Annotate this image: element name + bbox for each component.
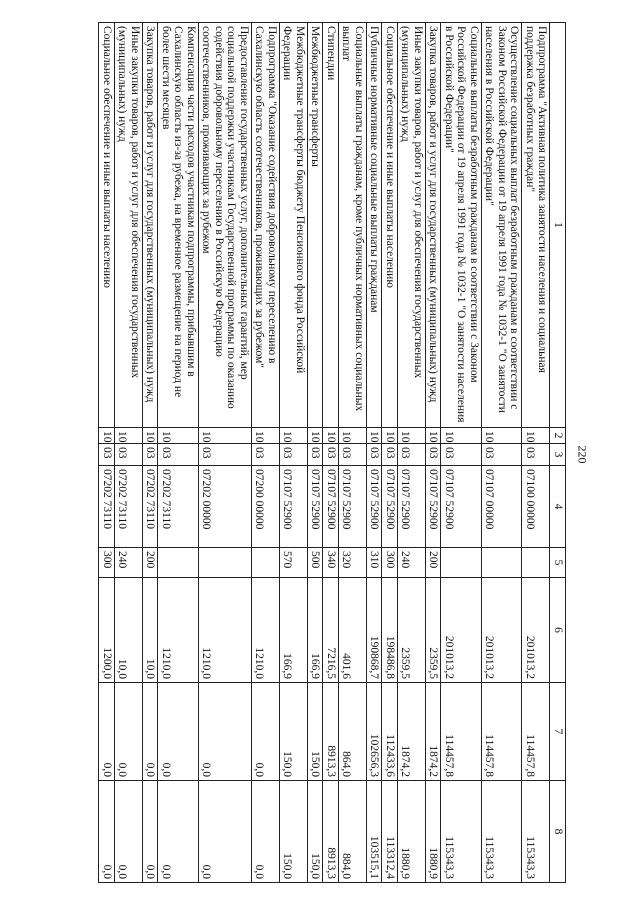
subsection-cell: 03	[99, 444, 115, 466]
subsection-cell: 03	[323, 444, 339, 466]
section-cell: 10	[398, 428, 426, 444]
expense-type-cell	[522, 548, 550, 578]
amount-cell: 884,0	[339, 781, 367, 883]
row-name-cell: Подпрограмма "Активная политика занятости населения и социальная поддержка безработных граждан"	[522, 23, 550, 428]
section-cell: 10	[482, 428, 523, 444]
row-name-cell: Предоставление государственных услуг, дополнительных гарантий, мер социальной поддержки участникам Государственной программы по оказанию содействия добровольному переселению в Российскую Федерацию соотечественников, проживающих за рубежом	[199, 23, 252, 428]
table-row	[522, 23, 550, 883]
table-row	[323, 23, 339, 883]
amount-cell: 114457,8	[441, 683, 482, 781]
section-cell: 10	[158, 428, 199, 444]
target-article-cell: 07107 52900	[398, 466, 426, 548]
expense-type-cell: 340	[323, 548, 339, 578]
expense-type-cell: 320	[339, 548, 367, 578]
budget-table	[99, 22, 567, 883]
row-name-cell: Закупка товаров, работ и услуг для государственных (муниципальных) нужд	[426, 23, 442, 428]
section-cell: 10	[426, 428, 442, 444]
expense-type-cell	[441, 548, 482, 578]
section-cell: 10	[199, 428, 252, 444]
amount-cell: 0,0	[115, 683, 143, 781]
table-row	[441, 23, 482, 883]
expense-type-cell	[158, 548, 199, 578]
header-cell: 7	[550, 683, 566, 781]
row-name-cell: Стипендии	[323, 23, 339, 428]
header-cell: 3	[550, 444, 566, 466]
row-name-cell: Подпрограмма "Оказание содействия добровольному переселению в Сахалинскую область соотечественников, проживающих за рубежом"	[252, 23, 280, 428]
amount-cell: 115343,3	[522, 781, 550, 883]
target-article-cell: 07202 73110	[115, 466, 143, 548]
section-cell: 10	[252, 428, 280, 444]
expense-type-cell: 200	[143, 548, 159, 578]
amount-cell: 201013,2	[522, 578, 550, 683]
amount-cell: 150,0	[308, 683, 324, 781]
amount-cell: 166,9	[280, 578, 308, 683]
target-article-cell: 07107 52900	[339, 466, 367, 548]
subsection-cell: 03	[252, 444, 280, 466]
amount-cell: 1874,2	[426, 683, 442, 781]
section-cell: 10	[308, 428, 324, 444]
amount-cell: 150,0	[308, 781, 324, 883]
amount-cell: 0,0	[199, 683, 252, 781]
amount-cell: 1210,0	[252, 578, 280, 683]
amount-cell: 1880,9	[426, 781, 442, 883]
expense-type-cell: 240	[115, 548, 143, 578]
row-name-cell: Межбюджетные трансферты	[308, 23, 324, 428]
subsection-cell: 03	[339, 444, 367, 466]
amount-cell: 114457,8	[482, 683, 523, 781]
target-article-cell: 07100 00000	[522, 466, 550, 548]
row-name-cell: Осуществление социальных выплат безработным гражданам в соответствии с Законом Российской Федерации от 19 апреля 1991 года № 1032-1 "О занятости населения в Российской Федерации"	[482, 23, 523, 428]
subsection-cell: 03	[482, 444, 523, 466]
table-row	[398, 23, 426, 883]
table-row	[199, 23, 252, 883]
table-body	[99, 23, 550, 883]
row-name-cell: Закупка товаров, работ и услуг для государственных (муниципальных) нужд	[143, 23, 159, 428]
row-name-cell: Социальное обеспечение и иные выплаты населению	[99, 23, 115, 428]
amount-cell: 0,0	[115, 781, 143, 883]
amount-cell: 166,9	[308, 578, 324, 683]
table-row	[339, 23, 367, 883]
subsection-cell: 03	[308, 444, 324, 466]
target-article-cell: 07107 00000	[482, 466, 523, 548]
table-row	[308, 23, 324, 883]
subsection-cell: 03	[426, 444, 442, 466]
rotated-page	[12, 22, 566, 882]
table-row	[158, 23, 199, 883]
amount-cell: 115343,3	[441, 781, 482, 883]
expense-type-cell: 570	[280, 548, 308, 578]
subsection-cell: 03	[115, 444, 143, 466]
section-cell: 10	[99, 428, 115, 444]
header-row	[550, 23, 566, 883]
expense-type-cell	[252, 548, 280, 578]
subsection-cell: 03	[280, 444, 308, 466]
row-name-cell: Социальное обеспечение и иные выплаты населению	[382, 23, 398, 428]
row-name-cell: Социальные выплаты безработным гражданам в соответствии с Законом Российской Федерации от 19 апреля 1991 года № 1032-1 "О занятости населения в Российской Федерации"	[441, 23, 482, 428]
amount-cell: 1200,0	[99, 578, 115, 683]
row-name-cell: Социальные выплаты гражданам, кроме публичных нормативных социальных выплат	[339, 23, 367, 428]
header-cell: 1	[550, 23, 566, 428]
target-article-cell: 07107 52900	[426, 466, 442, 548]
amount-cell: 114457,8	[522, 683, 550, 781]
expense-type-cell: 310	[367, 548, 383, 578]
section-cell: 10	[115, 428, 143, 444]
header-cell: 5	[550, 548, 566, 578]
amount-cell: 198486,8	[382, 578, 398, 683]
amount-cell: 0,0	[143, 781, 159, 883]
expense-type-cell	[199, 548, 252, 578]
section-cell: 10	[323, 428, 339, 444]
expense-type-cell: 300	[99, 548, 115, 578]
table-row	[382, 23, 398, 883]
header-cell: 8	[550, 781, 566, 883]
expense-type-cell: 500	[308, 548, 324, 578]
subsection-cell: 03	[382, 444, 398, 466]
amount-cell: 150,0	[280, 683, 308, 781]
section-cell: 10	[367, 428, 383, 444]
amount-cell: 1210,0	[158, 578, 199, 683]
target-article-cell: 07200 00000	[252, 466, 280, 548]
subsection-cell: 03	[441, 444, 482, 466]
amount-cell: 10,0	[115, 578, 143, 683]
amount-cell: 8913,3	[323, 781, 339, 883]
section-cell: 10	[280, 428, 308, 444]
table-row	[143, 23, 159, 883]
table-row	[252, 23, 280, 883]
table-row	[482, 23, 523, 883]
expense-type-cell: 300	[382, 548, 398, 578]
target-article-cell: 07202 73110	[143, 466, 159, 548]
amount-cell: 0,0	[158, 781, 199, 883]
table-row	[367, 23, 383, 883]
amount-cell: 102656,3	[367, 683, 383, 781]
target-article-cell: 07107 52900	[280, 466, 308, 548]
expense-type-cell	[482, 548, 523, 578]
subsection-cell: 03	[398, 444, 426, 466]
amount-cell: 112433,6	[382, 683, 398, 781]
amount-cell: 103515,1	[367, 781, 383, 883]
target-article-cell: 07202 73110	[99, 466, 115, 548]
subsection-cell: 03	[522, 444, 550, 466]
subsection-cell: 03	[158, 444, 199, 466]
row-name-cell: Иные закупки товаров, работ и услуг для обеспечения государственных (муниципальных) нужд	[398, 23, 426, 428]
header-cell: 4	[550, 466, 566, 548]
target-article-cell: 07107 52900	[308, 466, 324, 548]
target-article-cell: 07202 73110	[158, 466, 199, 548]
amount-cell: 864,0	[339, 683, 367, 781]
subsection-cell: 03	[199, 444, 252, 466]
expense-type-cell: 200	[426, 548, 442, 578]
amount-cell: 201013,2	[482, 578, 523, 683]
amount-cell: 8913,3	[323, 683, 339, 781]
amount-cell: 190868,7	[367, 578, 383, 683]
subsection-cell: 03	[143, 444, 159, 466]
row-name-cell: Публичные нормативные социальные выплаты гражданам	[367, 23, 383, 428]
amount-cell: 0,0	[143, 683, 159, 781]
amount-cell: 1880,9	[398, 781, 426, 883]
section-cell: 10	[522, 428, 550, 444]
expense-type-cell: 240	[398, 548, 426, 578]
header-cell: 2	[550, 428, 566, 444]
amount-cell: 0,0	[252, 781, 280, 883]
row-name-cell: Компенсация части расходов участникам подпрограммы, прибывшим в Сахалинскую область из-за рубежа, на временное размещение на период не более шести месяцев	[158, 23, 199, 428]
table-row	[280, 23, 308, 883]
amount-cell: 0,0	[99, 683, 115, 781]
amount-cell: 10,0	[143, 578, 159, 683]
amount-cell: 115343,3	[482, 781, 523, 883]
amount-cell: 1874,2	[398, 683, 426, 781]
subsection-cell: 03	[367, 444, 383, 466]
amount-cell: 2359,5	[398, 578, 426, 683]
amount-cell: 1210,0	[199, 578, 252, 683]
page-number: 220	[575, 445, 590, 464]
amount-cell: 0,0	[99, 781, 115, 883]
section-cell: 10	[339, 428, 367, 444]
target-article-cell: 07107 52900	[441, 466, 482, 548]
amount-cell: 113312,4	[382, 781, 398, 883]
section-cell: 10	[382, 428, 398, 444]
amount-cell: 0,0	[199, 781, 252, 883]
amount-cell: 150,0	[280, 781, 308, 883]
amount-cell: 0,0	[158, 683, 199, 781]
section-cell: 10	[143, 428, 159, 444]
amount-cell: 2359,5	[426, 578, 442, 683]
target-article-cell: 07202 00000	[199, 466, 252, 548]
target-article-cell: 07107 52900	[382, 466, 398, 548]
section-cell: 10	[441, 428, 482, 444]
table-row	[99, 23, 115, 883]
amount-cell: 0,0	[252, 683, 280, 781]
amount-cell: 7216,5	[323, 578, 339, 683]
table-row	[115, 23, 143, 883]
target-article-cell: 07107 52900	[323, 466, 339, 548]
header-cell: 6	[550, 578, 566, 683]
table-row	[426, 23, 442, 883]
amount-cell: 401,6	[339, 578, 367, 683]
row-name-cell: Межбюджетные трансферты бюджету Пенсионного фонда Российской Федерации	[280, 23, 308, 428]
target-article-cell: 07107 52900	[367, 466, 383, 548]
row-name-cell: Иные закупки товаров, работ и услуг для обеспечения государственных (муниципальных) нужд	[115, 23, 143, 428]
amount-cell: 201013,2	[441, 578, 482, 683]
